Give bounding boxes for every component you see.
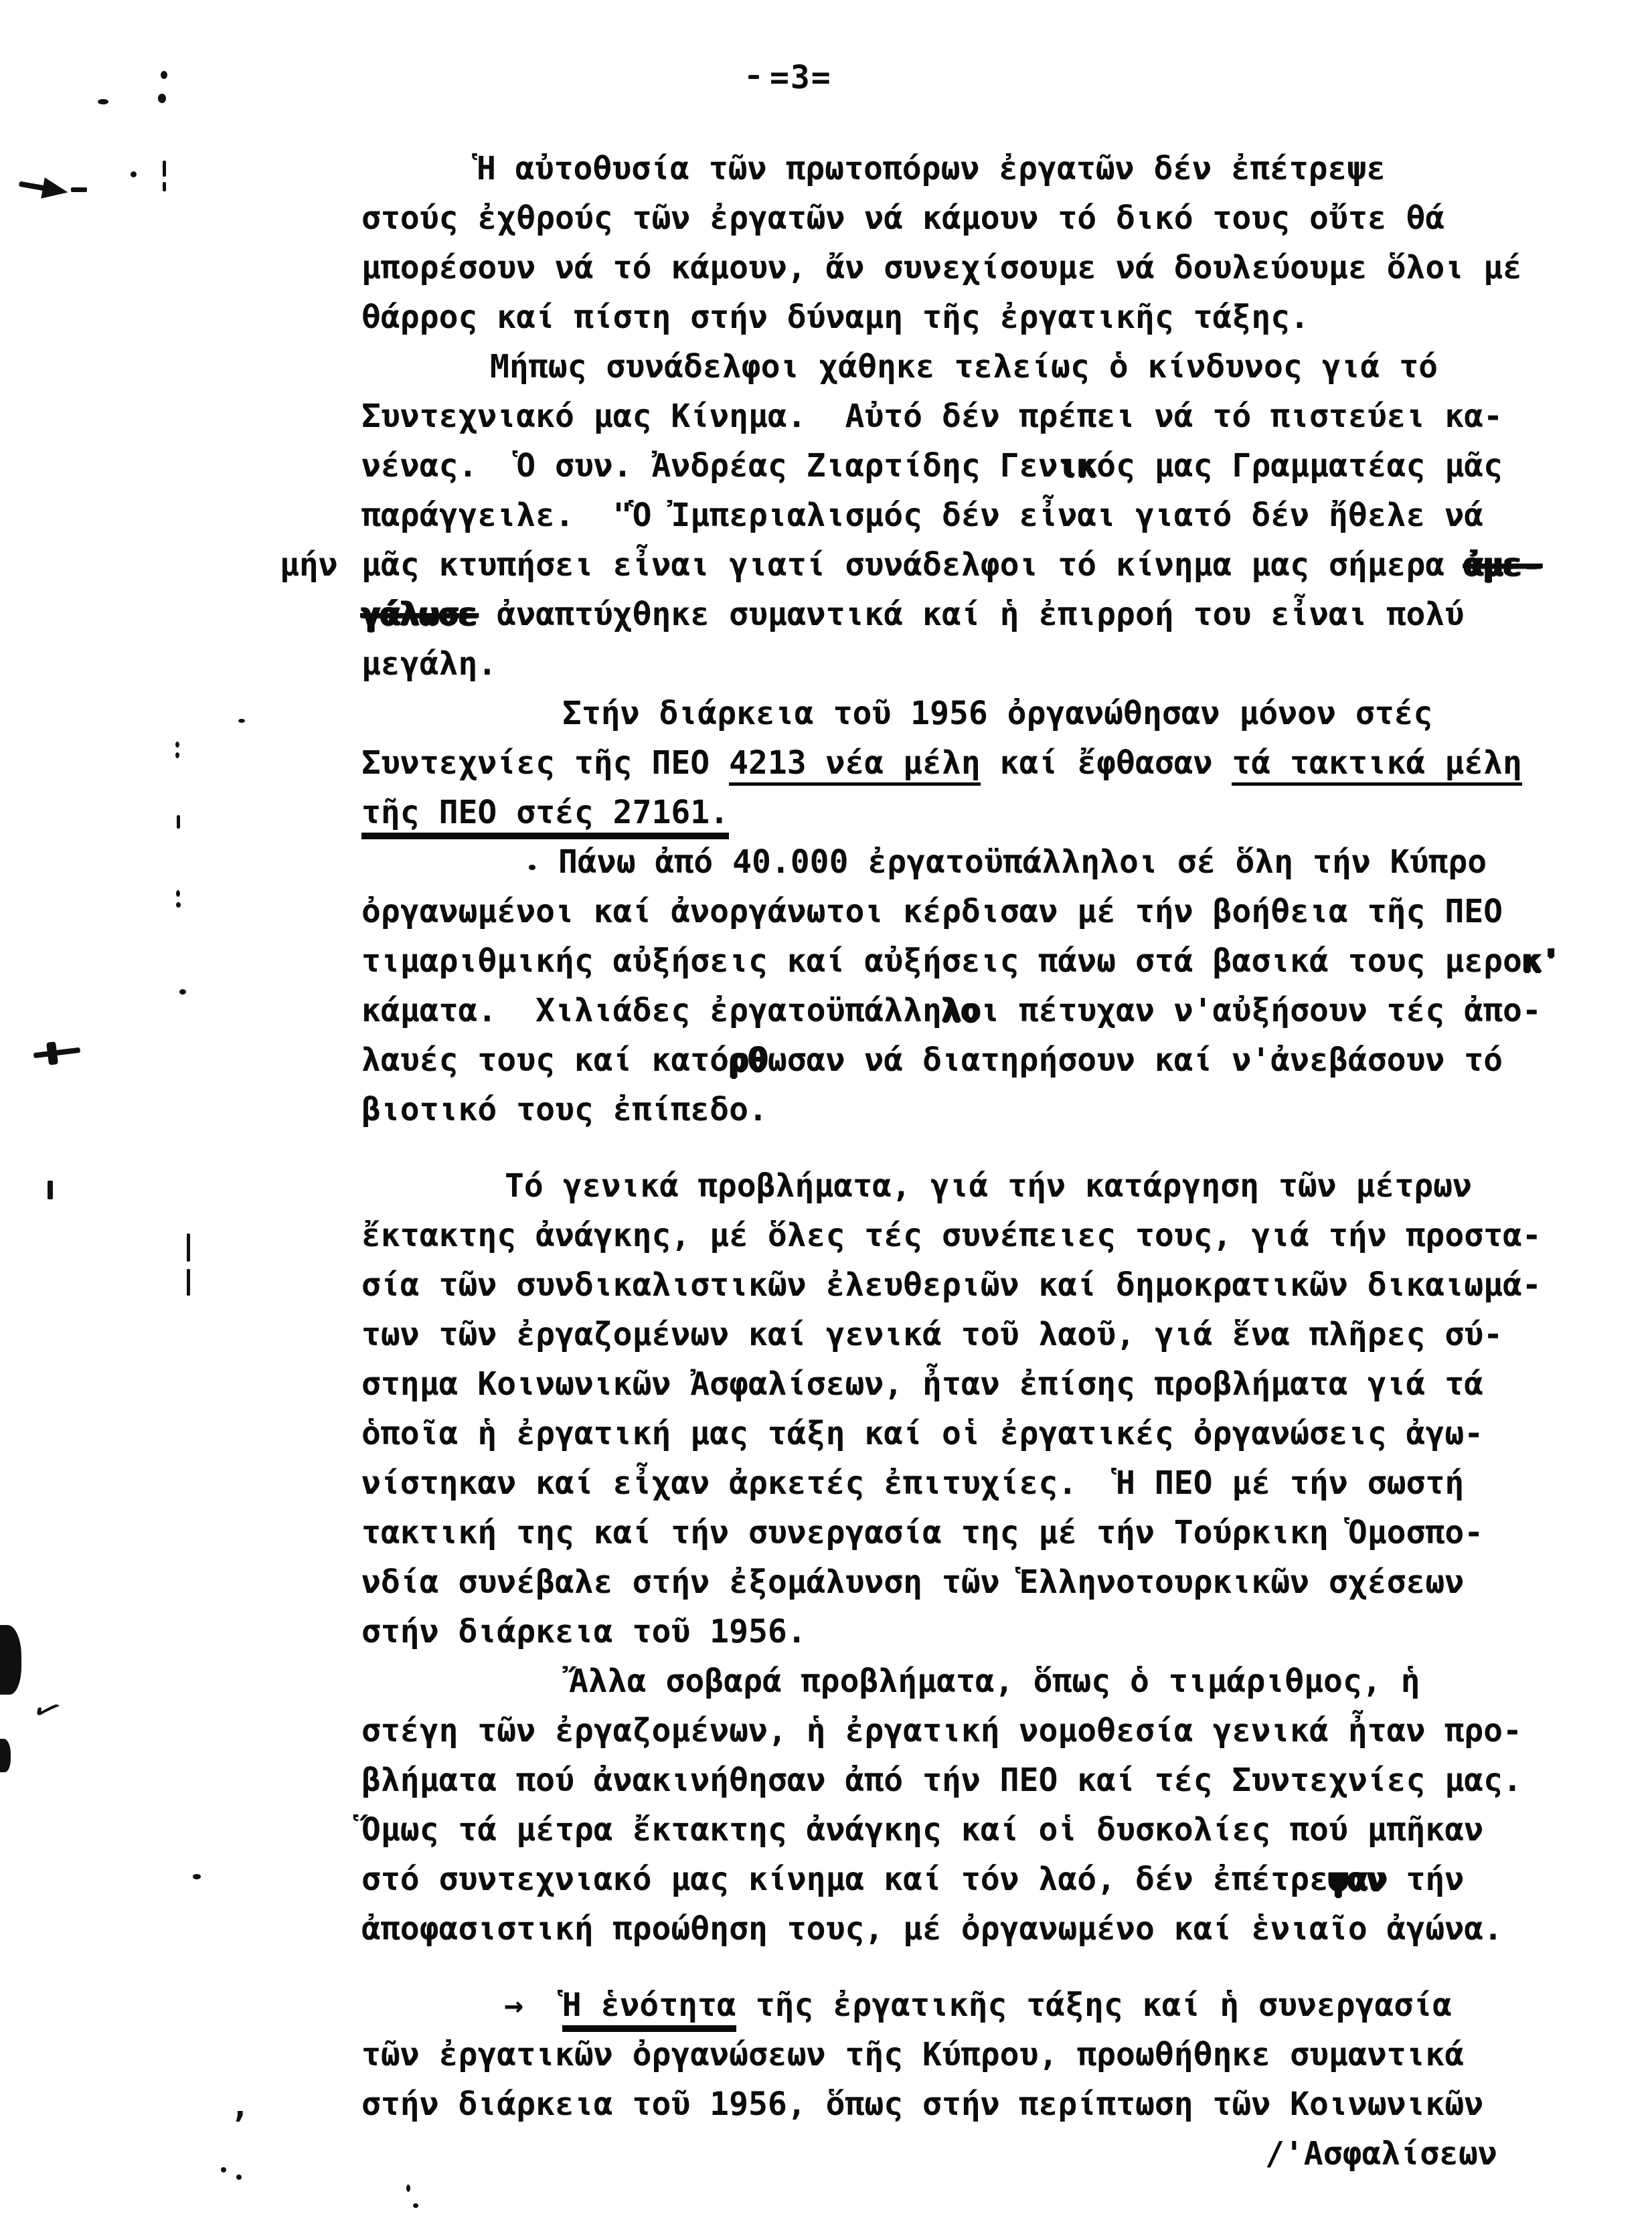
struck-out-text: ἀμε-: [1464, 546, 1542, 584]
text-line: [361, 1211, 1560, 1260]
page-number: =3=: [770, 59, 832, 96]
margin-mark-plus: [32, 1039, 82, 1067]
text-line: [361, 689, 1560, 738]
text-line: [361, 1508, 1560, 1557]
text-run: Συντεχνιακό μας Κίνημα. Αὐτό δέν πρέπει νά τό πιστεύει κα-: [361, 398, 1503, 435]
margin-mark-dot: [161, 71, 167, 79]
text-line: [361, 1756, 1560, 1805]
text-line: [361, 1980, 1560, 2030]
text-line: [361, 441, 1560, 491]
text-run: τῶν ἐργατικῶν ὀργανώσεων τῆς Κύπρου, προωθήθηκε συμαντικά: [361, 2036, 1465, 2073]
margin-mark-dot: [158, 94, 166, 103]
text-line: [361, 1805, 1560, 1855]
text-line: [361, 1904, 1560, 1954]
text-line: [361, 292, 1560, 342]
text-run: βιοτικό τους ἐπίπεδο.: [361, 1091, 768, 1128]
text-line: [361, 1706, 1560, 1756]
underlined-text: Ἡ ἑνότητα: [562, 1986, 736, 2032]
text-run: ι πέτυχαν ν'αὐξήσουν τές ἀπο-: [980, 992, 1542, 1029]
margin-mark-dot: [413, 2203, 418, 2208]
text-line: [361, 887, 1560, 936]
text-run: Πάνω ἀπό 40.000 ἐργατοϋπάλληλοι σέ ὅλη τήν Κύπρο: [558, 843, 1487, 881]
overtyped-text: ικ: [1058, 447, 1097, 485]
text-run: μπορέσουν νά τό κάμουν, ἄν συνεχίσουμε νά δουλεύουμε ὅλοι μέ: [361, 249, 1522, 286]
text-run: Στήν διάρκεια τοῦ 1956 ὀργανώθησαν μόνον στές: [562, 695, 1433, 732]
text-run: καί ἔφθασαν: [980, 744, 1232, 782]
text-line: [361, 1359, 1560, 1409]
text-line: [361, 144, 1560, 193]
struck-out-text: γάλωσε: [361, 596, 478, 633]
text-line: [361, 1607, 1560, 1656]
margin-mark-vdash: [187, 1233, 190, 1262]
margin-mark-dot: [175, 742, 179, 748]
margin-mark-dot: [176, 902, 181, 908]
text-run: Τό γενικά προβλήματα, γιά τήν κατάργηση τῶν μέτρων: [505, 1167, 1472, 1205]
margin-mark-vdash: [177, 815, 180, 829]
catchword: /'Ασφαλίσεων: [1265, 2135, 1497, 2172]
text-run: ἀποφασιστική προώθηση τους, μέ ὀργανωμένο καί ἑνιαῖο ἀγώνα.: [361, 1910, 1503, 1948]
text-line: [361, 1310, 1560, 1359]
text-run: τακτική της καί τήν συνεργασία της μέ τήν Τούρκικη Ὁμοσπο-: [361, 1514, 1484, 1551]
margin-mark-dot: [131, 171, 137, 177]
text-line: [361, 986, 1560, 1035]
text-line: [361, 243, 1560, 292]
margin-mark-dot: [221, 2167, 226, 2172]
text-line: [361, 590, 1560, 639]
text-run: στό συντεχνιακό μας κίνημα καί τόν λαό, δέν ἐπέτρε: [361, 1861, 1329, 1898]
margin-mark-vdash: [187, 1269, 190, 1296]
text-run: ὁποῖα ἡ ἐργατική μας τάξη καί οἱ ἐργατικές ὀργανώσεις ἀγω-: [361, 1415, 1484, 1452]
text-line: [361, 392, 1560, 441]
overtyped-text: ψαν: [1328, 1861, 1387, 1898]
underlined-text: τῆς ΠΕΟ στές 27161.: [361, 794, 729, 839]
text-run: νίστηκαν καί εἶχαν ἀρκετές ἐπιτυχίες. Ἡ ΠΕΟ μέ τήν σωστή: [361, 1464, 1465, 1502]
margin-mark-dot: [238, 719, 245, 723]
text-line: [361, 1161, 1560, 1211]
text-line: [361, 738, 1560, 788]
text-run: στημα Κοινωνικῶν Ἀσφαλίσεων, ἦταν ἐπίσης προβλήματα γιά τά: [361, 1365, 1484, 1403]
margin-mark-dot: [179, 989, 186, 995]
overtyped-text: ρθ: [729, 1041, 768, 1079]
underlined-text: 4213 νέα μέλη: [729, 744, 981, 786]
text-run: σία τῶν συνδικαλιστικῶν ἐλευθεριῶν καί δημοκρατικῶν δικαιωμά-: [361, 1266, 1542, 1304]
overtyped-text: λο: [941, 992, 981, 1029]
text-run: ἀναπτύχθηκε συμαντικά καί ἡ ἐπιρροή του εἶναι πολύ: [477, 596, 1465, 633]
text-run: των τῶν ἐργαζομένων καί γενικά τοῦ λαοῦ, γιά ἕνα πλῆρες σύ-: [361, 1316, 1503, 1353]
text-run: →: [504, 1986, 562, 2024]
text-run: Συντεχνίες τῆς ΠΕΟ: [361, 744, 730, 782]
margin-mark-vdash: [163, 161, 166, 177]
text-run: ός μας Γραμματέας μᾶς: [1096, 447, 1503, 485]
text-run: στήν διάρκεια τοῦ 1956, ὅπως στήν περίπτωση τῶν Κοινωνικῶν: [361, 2085, 1484, 2123]
margin-mark-dot: [193, 1874, 201, 1879]
text-run: τῆς ἐργατικῆς τάξης καί ἡ συνεργασία: [736, 1986, 1453, 2024]
overtyped-text: κ': [1521, 942, 1561, 980]
text-line: [361, 1260, 1560, 1310]
margin-mark-blob: [0, 1625, 21, 1695]
handwritten-margin-note: μήν: [280, 546, 338, 584]
text-run: παράγγειλε. "Ὁ Ἰμπεριαλισμός δέν εἶναι γιατό δέν ἤθελε νά: [361, 497, 1484, 534]
margin-mark-check: ✓: [26, 1683, 69, 1735]
text-line: [361, 491, 1560, 540]
margin-mark-dot: [236, 2174, 242, 2180]
margin-mark-dot: [98, 99, 108, 104]
text-line: [361, 1409, 1560, 1458]
text-line: [361, 639, 1560, 689]
text-run: στούς ἐχθρούς τῶν ἐργατῶν νά κάμουν τό δικό τους οὔτε θά: [361, 199, 1445, 237]
margin-mark-dash: [748, 75, 759, 79]
text-line: [361, 936, 1560, 986]
document-body: [280, 144, 1561, 2129]
text-line: [361, 2079, 1560, 2129]
text-run: βλήματα πού ἀνακινήθησαν ἀπό τήν ΠΕΟ καί τές Συντεχνίες μας.: [361, 1762, 1522, 1799]
text-run: στήν διάρκεια τοῦ 1956.: [361, 1613, 807, 1650]
text-run: Ἄλλα σοβαρά προβλήματα, ὅπως ὁ τιμάριθμος, ἡ: [569, 1662, 1420, 1700]
text-run: τήν: [1386, 1861, 1465, 1898]
text-line: [361, 788, 1560, 837]
text-run: κάματα. Χιλιάδες ἐργατοϋπάλλη: [361, 992, 942, 1029]
text-run: νδία συνέβαλε στήν ἐξομάλυνση τῶν Ἑλληνοτουρκικῶν σχέσεων: [361, 1563, 1465, 1601]
text-line: [361, 1656, 1560, 1706]
margin-mark-dot: [529, 865, 535, 870]
margin-mark-arrow: [17, 169, 71, 207]
text-run: μᾶς κτυπήσει εἶναι γιατί συνάδελφοι τό κίνημα μας σήμερα: [361, 546, 1465, 584]
margin-mark-vbar: [48, 1181, 53, 1199]
text-line: [280, 540, 1560, 590]
text-run: ωσαν νά διατηρήσουν καί ν'ἀνεβάσουν τό: [767, 1041, 1503, 1079]
margin-mark-dash: [71, 187, 87, 192]
text-line: [361, 2030, 1560, 2079]
text-run: ὀργανωμένοι καί ἀνοργάνωτοι κέρδισαν μέ τήν βοήθεια τῆς ΠΕΟ: [361, 893, 1503, 930]
text-run: θάρρος καί πίστη στήν δύναμη τῆς ἐργατικῆς τάξης.: [361, 298, 1310, 336]
text-run: Ἡ αὐτοθυσία τῶν πρωτοπόρων ἐργατῶν δέν ἐπέτρεψε: [477, 150, 1386, 187]
margin-mark-blob: [0, 1739, 11, 1772]
text-run: μεγάλη.: [361, 645, 497, 683]
margin-mark-apostrophe: ’: [229, 2106, 250, 2144]
text-run: τιμαριθμικής αὐξήσεις καί αὐξήσεις πάνω στά βασικά τους μερο: [361, 942, 1522, 980]
text-line: [361, 1855, 1560, 1904]
text-run: στέγη τῶν ἐργαζομένων, ἡ ἐργατική νομοθεσία γενικά ἦταν προ-: [361, 1712, 1522, 1750]
text-run: νένας. Ὁ συν. Ἀνδρέας Ζιαρτίδης Γεν: [361, 447, 1058, 485]
text-line: [361, 837, 1560, 887]
text-run: ἔκτακτης ἀνάγκης, μέ ὅλες τές συνέπειες τους, γιά τήν προστα-: [361, 1217, 1542, 1254]
margin-mark-dot: [176, 890, 180, 897]
text-line: [361, 342, 1560, 392]
text-line: [361, 1085, 1560, 1134]
text-run: λαυές τους καί κατό: [361, 1041, 730, 1079]
text-line: [361, 1458, 1560, 1508]
margin-mark-dot: [406, 2185, 410, 2192]
underlined-text: τά τακτικά μέλη: [1232, 744, 1521, 786]
text-line: [361, 1557, 1560, 1607]
margin-mark-dot: [175, 752, 179, 758]
text-run: Μήπως συνάδελφοι χάθηκε τελείως ὁ κίνδυνος γιά τό: [490, 348, 1438, 386]
margin-mark-vdash: [163, 182, 166, 191]
text-line: [361, 193, 1560, 243]
text-line: [361, 1035, 1560, 1085]
text-run: Ὅμως τά μέτρα ἔκτακτης ἀνάγκης καί οἱ δυσκολίες πού μπῆκαν: [361, 1811, 1484, 1849]
